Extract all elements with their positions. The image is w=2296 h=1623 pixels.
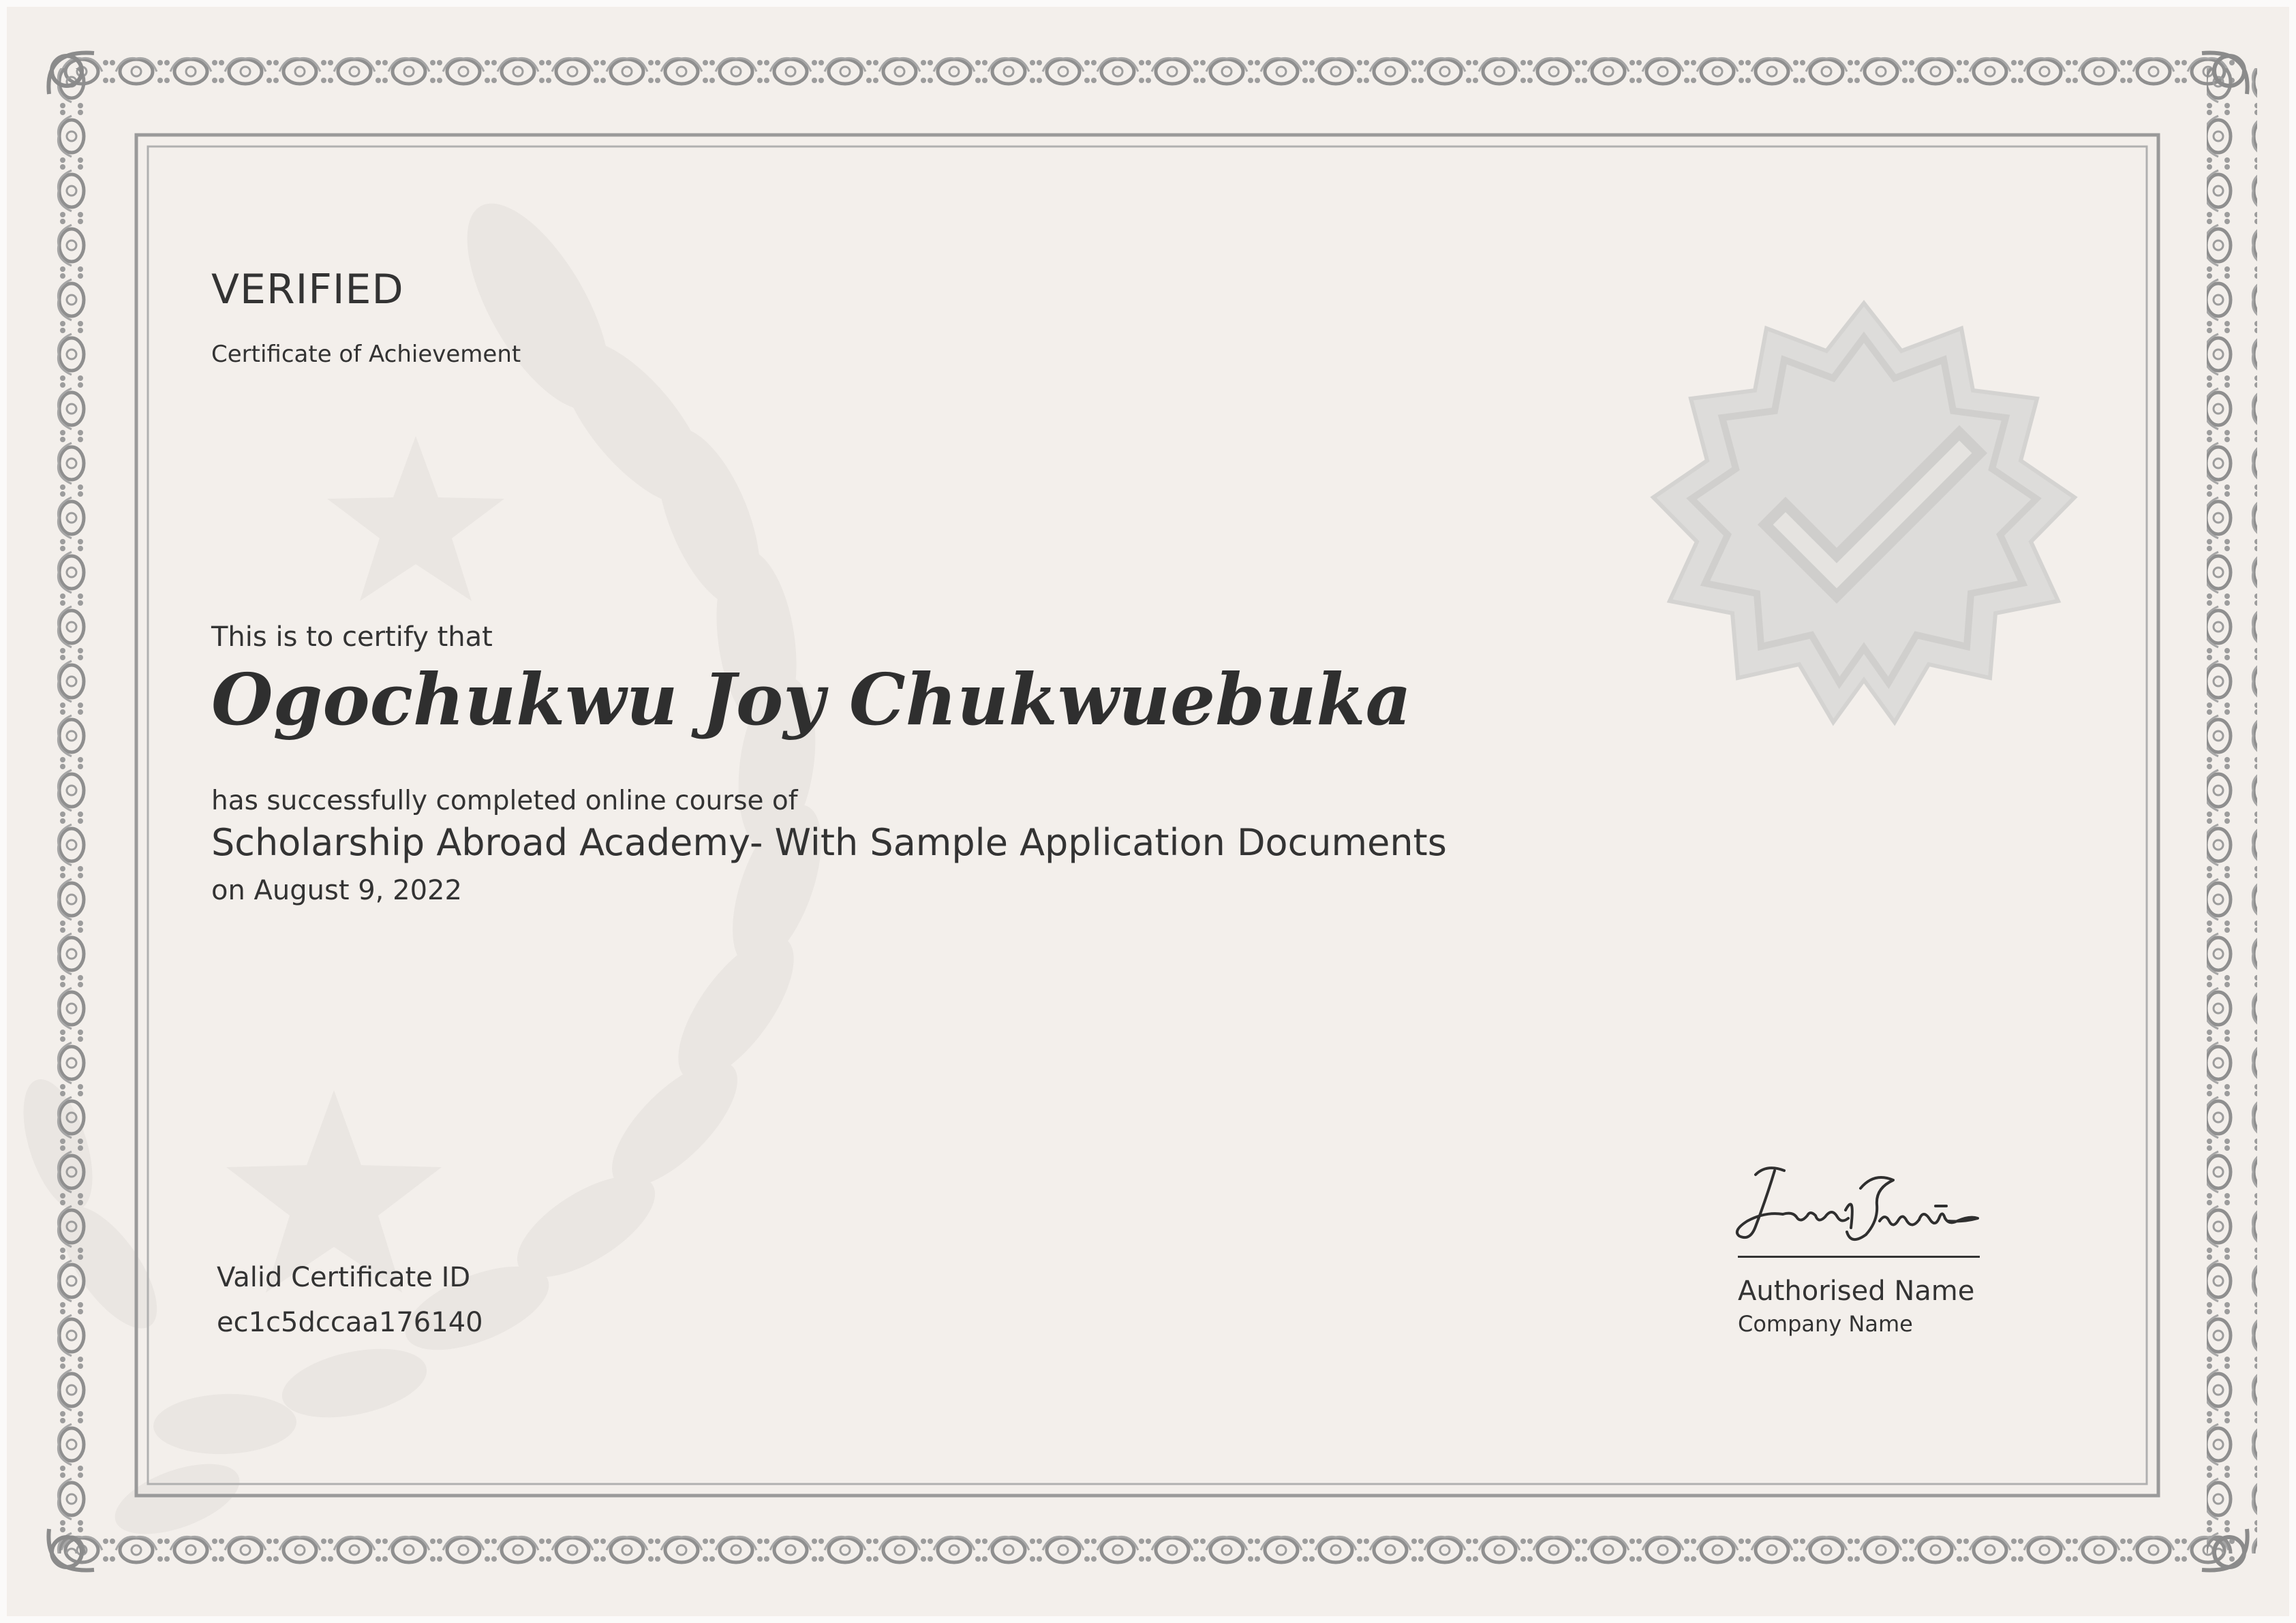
completion-text: has successfully completed online course of: [211, 786, 798, 816]
authorised-name: Authorised Name: [1738, 1276, 1975, 1307]
certify-intro: This is to certify that: [211, 621, 493, 653]
company-name: Company Name: [1738, 1311, 1913, 1337]
certificate-subtitle: Certificate of Achievement: [211, 341, 521, 368]
certificate-id-value: ec1c5dccaa176140: [217, 1307, 483, 1338]
course-title: Scholarship Abroad Academy- With Sample Application Documents: [211, 821, 1447, 864]
handwritten-signature: [1731, 1158, 1983, 1250]
verified-heading: VERIFIED: [211, 266, 404, 313]
signature-line: [1738, 1256, 1980, 1258]
recipient-name: Ogochukwu Joy Chukwuebuka: [211, 658, 1411, 741]
certificate-id-label: Valid Certificate ID: [217, 1262, 471, 1293]
verified-badge-icon: [1649, 300, 2079, 729]
completion-date: on August 9, 2022: [211, 875, 462, 906]
